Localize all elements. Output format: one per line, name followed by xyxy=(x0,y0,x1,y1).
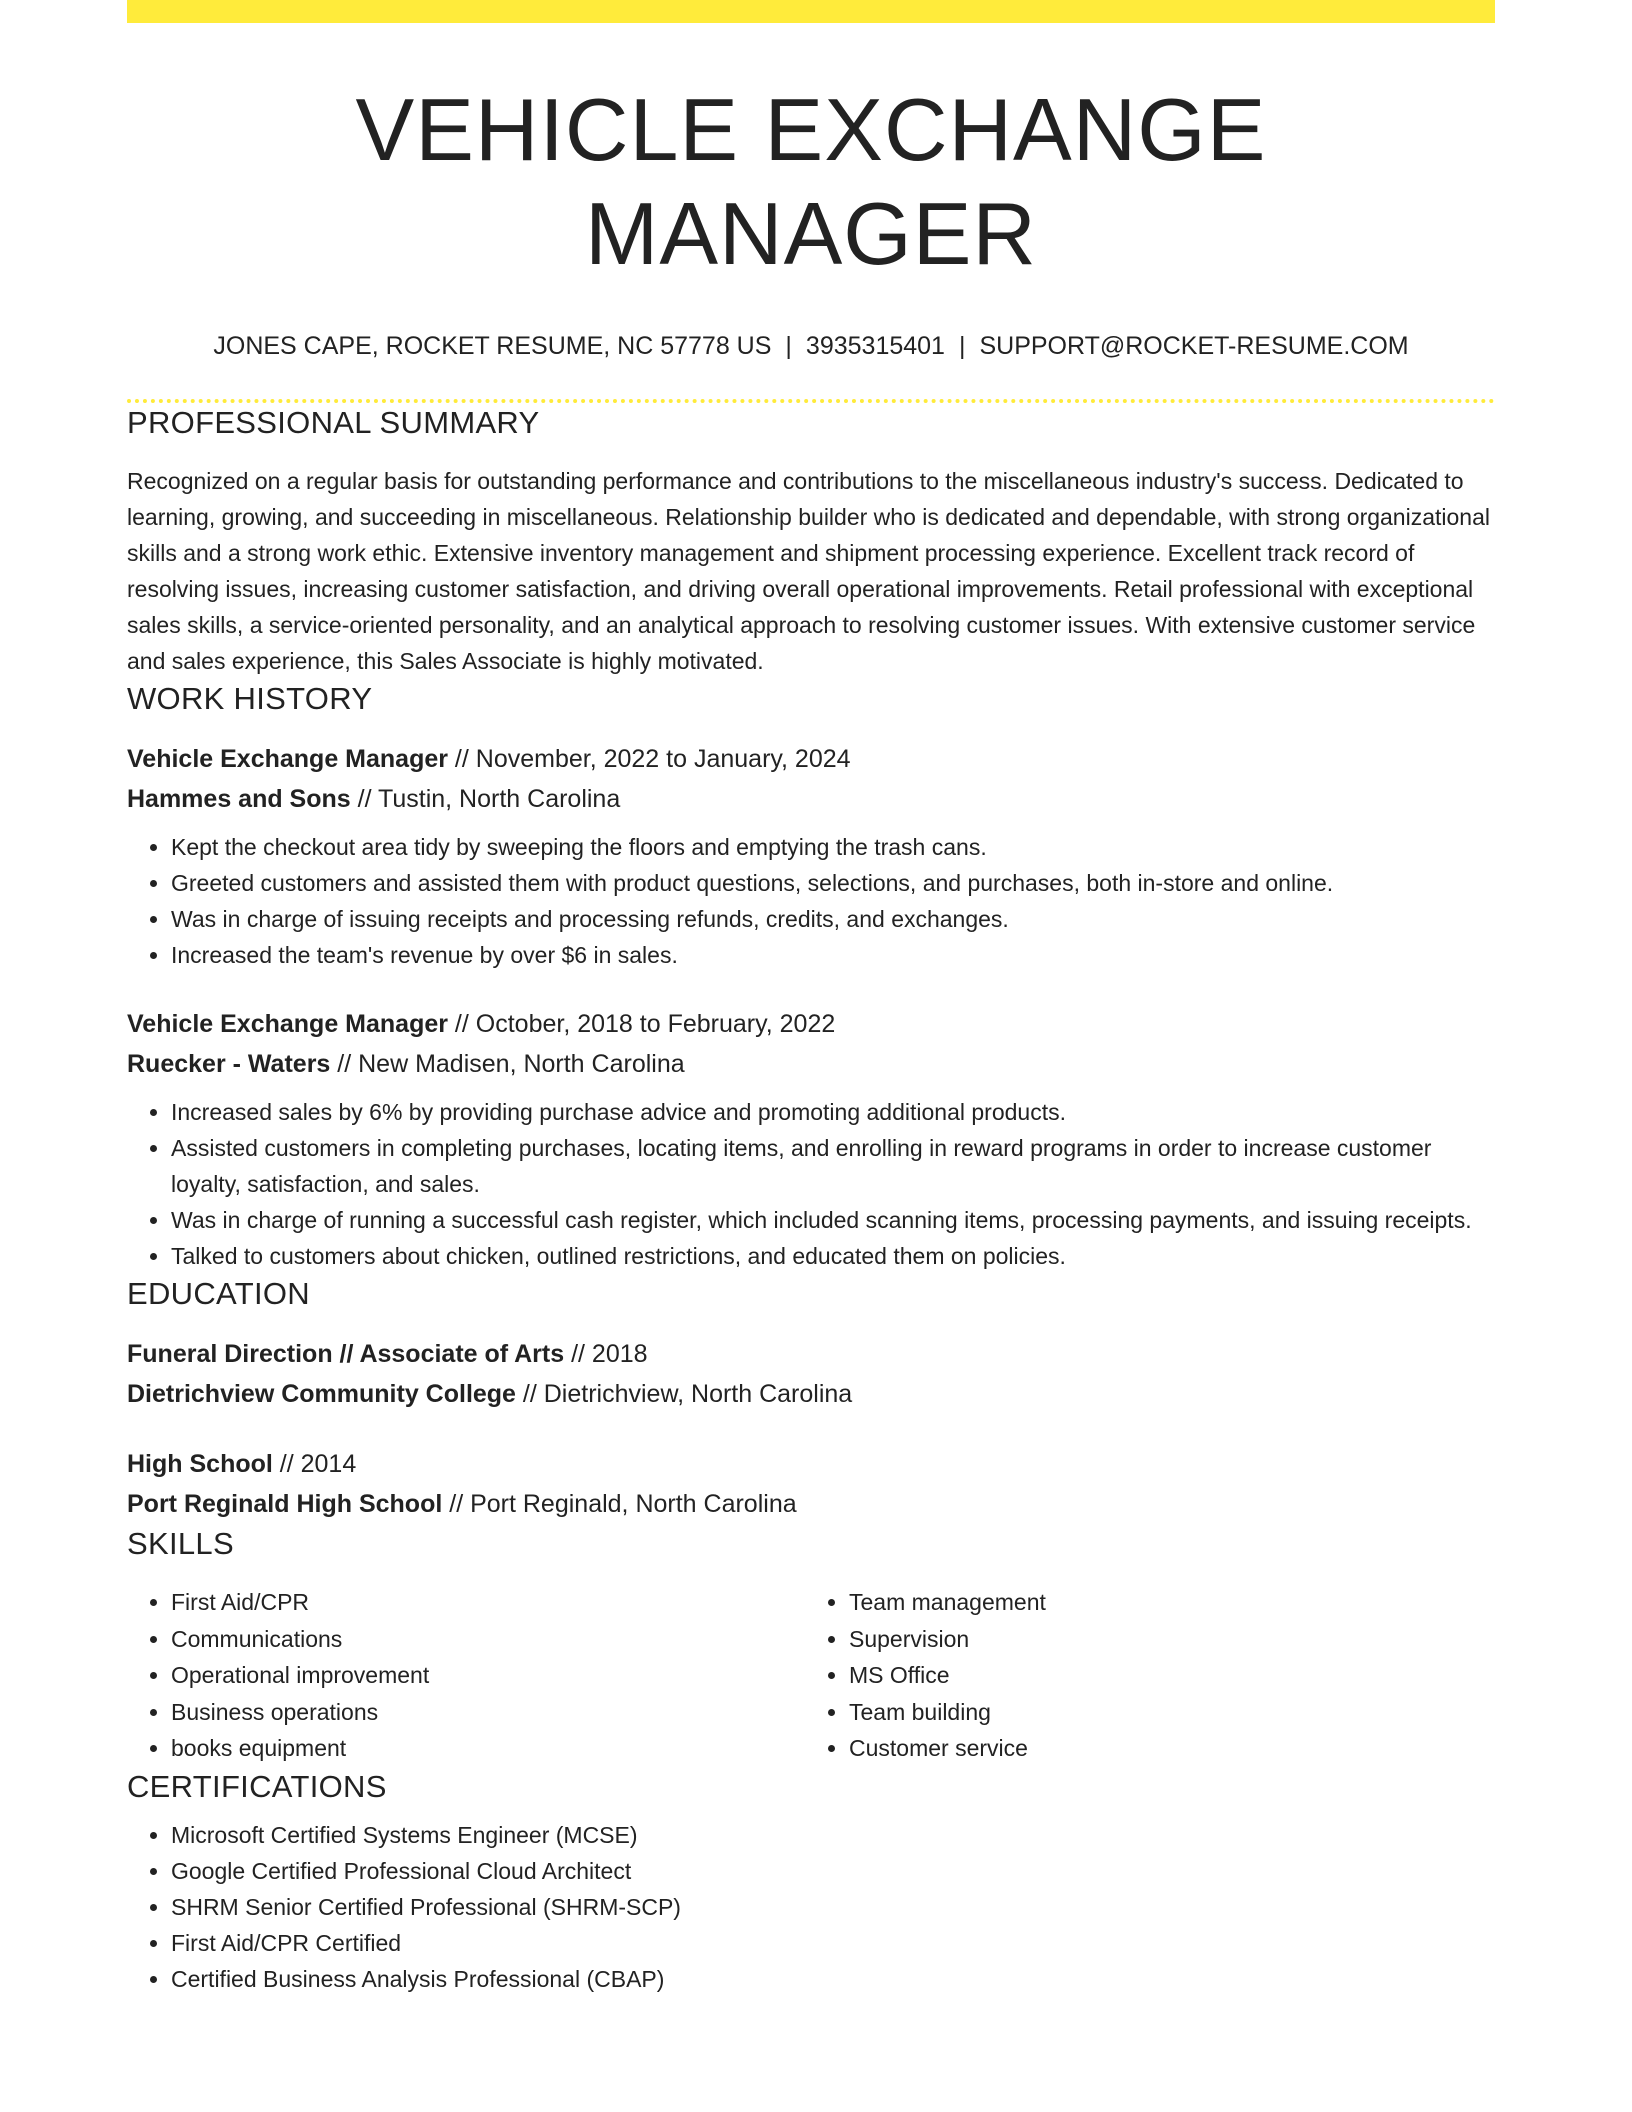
certification-item: • SHRM Senior Certified Professional (SHRM-SCP) xyxy=(171,1889,1495,1925)
skills-grid xyxy=(127,1584,1495,1767)
skill-item: • Business operations xyxy=(171,1694,805,1731)
work-history-heading: WORK HISTORY xyxy=(127,681,373,716)
education-degree: Funeral Direction // Associate of Arts xyxy=(127,1340,565,1368)
education-degree: High School xyxy=(127,1450,273,1478)
job-bullet: • Was in charge of issuing receipts and processing refunds, credits, and exchanges. xyxy=(171,901,1495,937)
certification-item: • Certified Business Analysis Professional (CBAP) xyxy=(171,1961,1495,1997)
job-bullets xyxy=(127,1094,1495,1274)
skills-column-left xyxy=(127,1584,805,1767)
job-company-line xyxy=(127,1044,1495,1084)
skill-item: • books equipment xyxy=(171,1730,805,1767)
job-bullet: • Was in charge of running a successful cash register, which included scanning items, processing payments, and issuing receipts. xyxy=(171,1202,1495,1238)
education-location: // Dietrichview, North Carolina xyxy=(515,1380,853,1408)
skill-item: • Team management xyxy=(849,1584,1483,1621)
contact-phone: 3935315401 xyxy=(805,332,945,360)
job-bullets xyxy=(127,829,1495,973)
education-school-line xyxy=(127,1484,1495,1524)
resume-content xyxy=(127,0,1495,1997)
certification-item: • First Aid/CPR Certified xyxy=(171,1925,1495,1961)
skills-heading: SKILLS xyxy=(127,1526,234,1561)
summary-heading: PROFESSIONAL SUMMARY xyxy=(127,405,540,440)
job-bullet: • Assisted customers in completing purchases, locating items, and enrolling in reward programs in order to increase customer loyalty, satisfaction, and sales. xyxy=(171,1130,1495,1202)
education-school: Port Reginald High School xyxy=(127,1490,443,1518)
education-school-line xyxy=(127,1374,1495,1414)
contact-separator: | xyxy=(785,332,792,360)
skill-item: • Customer service xyxy=(849,1730,1483,1767)
job-company-line xyxy=(127,779,1495,819)
job-dates: // November, 2022 to January, 2024 xyxy=(447,745,851,773)
summary-paragraph: Recognized on a regular basis for outstanding performance and contributions to the miscellaneous industry's success. Dedicated to learning, growing, and succeeding in miscellaneous. Relationship builder who is dedicated and dependable, with strong organizational skills and a strong work ethic. Extensive inventory management and shipment processing experience. Excellent track record of resolving issues, increasing customer satisfaction, and driving overall operational improvements. Retail professional with exceptional sales skills, a service-oriented personality, and an analytical approach to resolving customer issues. With extensive customer service and sales experience, this Sales Associate is highly motivated. xyxy=(127,468,1490,674)
education-heading: EDUCATION xyxy=(127,1276,310,1311)
contact-address: JONES CAPE, ROCKET RESUME, NC 57778 US xyxy=(213,332,772,360)
job-role: Vehicle Exchange Manager xyxy=(127,745,448,773)
skill-item: • Communications xyxy=(171,1621,805,1658)
certifications-list xyxy=(127,1817,1495,1997)
certifications-heading: CERTIFICATIONS xyxy=(127,1768,387,1804)
education-year: // 2014 xyxy=(272,1450,357,1478)
education-location: // Port Reginald, North Carolina xyxy=(442,1490,797,1518)
certification-item: • Google Certified Professional Cloud Architect xyxy=(171,1853,1495,1889)
education-entry xyxy=(127,1334,1495,1414)
job-entry xyxy=(127,739,1495,973)
skill-item: • MS Office xyxy=(849,1657,1483,1694)
education-school: Dietrichview Community College xyxy=(127,1380,516,1408)
job-bullet: • Increased sales by 6% by providing purchase advice and promoting additional products. xyxy=(171,1094,1495,1130)
skill-item: • Supervision xyxy=(849,1621,1483,1658)
job-role: Vehicle Exchange Manager xyxy=(127,1010,448,1038)
contact-email: SUPPORT@ROCKET-RESUME.COM xyxy=(979,332,1409,360)
education-year: // 2018 xyxy=(564,1340,648,1368)
job-location: // New Madisen, North Carolina xyxy=(330,1050,685,1078)
job-title-line xyxy=(127,1004,1495,1044)
education-entry xyxy=(127,1444,1495,1524)
job-bullet: • Increased the team's revenue by over $6 in sales. xyxy=(171,937,1495,973)
education-degree-line xyxy=(127,1444,1495,1484)
resume-name: VEHICLE EXCHANGE MANAGER xyxy=(355,80,1267,283)
certification-item: • Microsoft Certified Systems Engineer (MCSE) xyxy=(171,1817,1495,1853)
education-degree-line xyxy=(127,1334,1495,1374)
job-bullet: • Kept the checkout area tidy by sweeping the floors and emptying the trash cans. xyxy=(171,829,1495,865)
job-bullet: • Talked to customers about chicken, outlined restrictions, and educated them on policies. xyxy=(171,1238,1495,1274)
contact-line xyxy=(127,330,1495,362)
skill-item: • First Aid/CPR xyxy=(171,1584,805,1621)
job-title-line xyxy=(127,739,1495,779)
skills-column-right xyxy=(805,1584,1483,1767)
skill-item: • Operational improvement xyxy=(171,1657,805,1694)
job-location: // Tustin, North Carolina xyxy=(350,785,621,813)
contact-separator: | xyxy=(958,332,966,360)
job-dates: // October, 2018 to February, 2022 xyxy=(447,1010,836,1038)
skill-item: • Team building xyxy=(849,1694,1483,1731)
job-company: Ruecker - Waters xyxy=(127,1050,331,1078)
job-company: Hammes and Sons xyxy=(127,785,351,813)
job-bullet: • Greeted customers and assisted them with product questions, selections, and purchases, both in-store and online. xyxy=(171,865,1495,901)
job-entry xyxy=(127,1004,1495,1274)
